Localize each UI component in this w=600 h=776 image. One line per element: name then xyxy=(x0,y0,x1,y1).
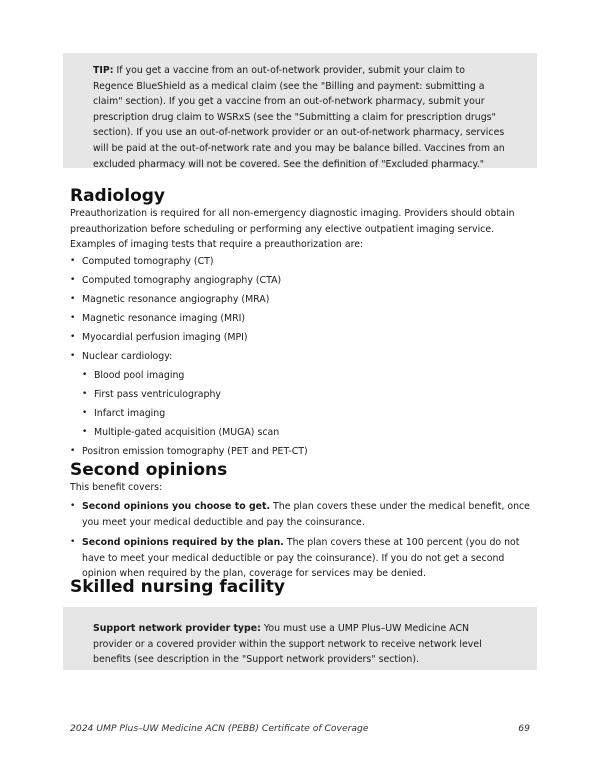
bullet-icon: • xyxy=(70,446,76,456)
list-item: • Second opinions you choose to get. The plan covers these under the medical benefit, once you meet your medical deductible and pay the coinsurance. xyxy=(70,501,530,528)
second-opinions-heading: Second opinions xyxy=(70,460,228,480)
sub-list-item: • First pass ventriculography xyxy=(70,387,540,406)
support-network-callout-box xyxy=(63,607,537,670)
second-opinions-intro: This benefit covers: xyxy=(70,482,163,493)
list-item: • Positron emission tomography (PET and PET-CT) xyxy=(70,444,540,463)
tip-label: TIP: xyxy=(93,65,114,76)
list-item: • Magnetic resonance angiography (MRA) xyxy=(70,292,540,311)
tip-text: If you get a vaccine from an out-of-network provider, submit your claim to Regence BlueShield as a medical claim (see the "Billing and payment: submitting a claim" section). If you get a vaccine from an out-of-network pharmacy, submit your prescription drug claim to WSRxS (see the "Submitting a claim for prescription drugs" section). If you use an out-of-network provider or an out-of-network pharmacy, services will be paid at the out-of-network rate and you may be balance billed. Vaccines from an excluded pharmacy will not be covered. See the definition of "Excluded pharmacy." xyxy=(93,65,505,170)
list-item: • Magnetic resonance imaging (MRI) xyxy=(70,311,540,330)
radiology-intro: Preauthorization is required for all non-emergency diagnostic imaging. Providers should obtain preauthorization before scheduling or performing any elective outpatient imaging service. Examples of imaging tests that require a preauthorization are: xyxy=(70,208,515,251)
support-text: You must use a UMP Plus–UW Medicine ACN provider or a covered provider within the support network to receive network level benefits (see description in the "Support network providers" section). xyxy=(93,623,482,666)
bullet-icon: • xyxy=(82,389,88,399)
second-opinions-list xyxy=(70,499,540,587)
radiology-list xyxy=(70,254,540,463)
sub-list-item: • Blood pool imaging xyxy=(70,368,540,387)
bullet-icon: • xyxy=(82,370,88,380)
tip-callout-box xyxy=(63,53,537,168)
list-item: • Computed tomography angiography (CTA) xyxy=(70,273,540,292)
bullet-icon: • xyxy=(70,537,76,547)
page-number: 69 xyxy=(518,723,530,734)
list-item: • Computed tomography (CT) xyxy=(70,254,540,273)
skilled-nursing-heading: Skilled nursing facility xyxy=(70,577,286,597)
support-label: Support network provider type: xyxy=(93,623,261,634)
sub-list-item: • Multiple-gated acquisition (MUGA) scan xyxy=(70,425,540,444)
bullet-icon: • xyxy=(70,256,76,266)
sub-list-item: • Infarct imaging xyxy=(70,406,540,425)
bullet-icon: • xyxy=(82,427,88,437)
footer-title: 2024 UMP Plus–UW Medicine ACN (PEBB) Certificate of Coverage xyxy=(70,723,369,734)
list-item: • Second opinions required by the plan. The plan covers these at 100 percent (you do not have to meet your medical deductible or pay the coinsurance). If you do not get a second opinion when required by the plan, coverage for services may be denied. xyxy=(70,537,520,580)
bullet-icon: • xyxy=(82,408,88,418)
bullet-icon: • xyxy=(70,275,76,285)
list-item: • Myocardial perfusion imaging (MPI) xyxy=(70,330,540,349)
page-footer xyxy=(70,723,530,734)
bullet-icon: • xyxy=(70,332,76,342)
bullet-icon: • xyxy=(70,313,76,323)
bullet-icon: • xyxy=(70,294,76,304)
bullet-icon: • xyxy=(70,501,76,511)
list-item: • Nuclear cardiology: xyxy=(70,349,540,368)
radiology-heading: Radiology xyxy=(70,186,165,206)
bullet-icon: • xyxy=(70,351,76,361)
